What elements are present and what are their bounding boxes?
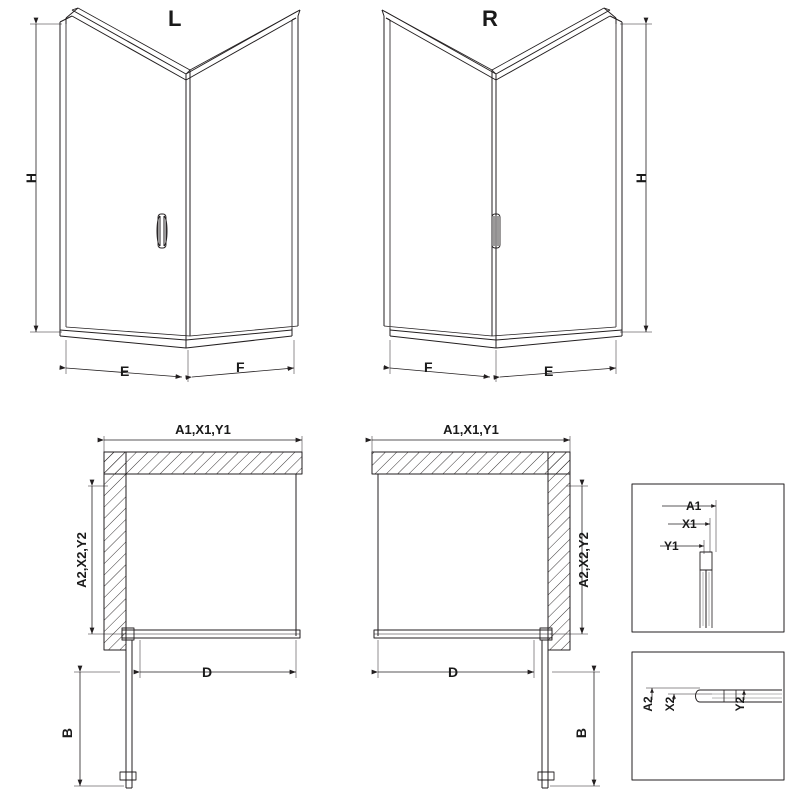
label-h-left: H [23,172,39,184]
label-e-left: E [120,363,130,379]
iso-view-left [30,8,300,382]
label-b-right: B [573,727,589,739]
plan-view-left [74,436,302,788]
label-a1x1y1-left: A1,X1,Y1 [175,422,231,437]
detail-view-bottom [632,652,784,780]
label-detail-y1: Y1 [664,539,679,553]
label-variant-left: L [168,6,182,31]
label-e-right: E [544,363,554,379]
label-d-left: D [201,664,213,680]
label-detail-y2: Y2 [733,696,747,712]
label-detail-x2: X2 [663,696,677,712]
iso-view-right [382,8,652,382]
label-f-right: F [424,359,433,375]
label-d-right: D [447,664,459,680]
label-detail-a2: A2 [641,696,655,712]
plan-view-right [372,436,600,788]
label-h-right: H [633,172,649,184]
label-detail-a1: A1 [686,499,702,513]
label-detail-x1: X1 [682,517,697,531]
label-a2x2y2-left: A2,X2,Y2 [74,532,89,588]
label-a2x2y2-right: A2,X2,Y2 [576,532,591,588]
detail-view-top [632,484,784,632]
label-a1x1y1-right: A1,X1,Y1 [443,422,499,437]
label-b-left: B [59,727,75,739]
label-f-left: F [236,359,245,375]
label-variant-right: R [482,6,498,31]
